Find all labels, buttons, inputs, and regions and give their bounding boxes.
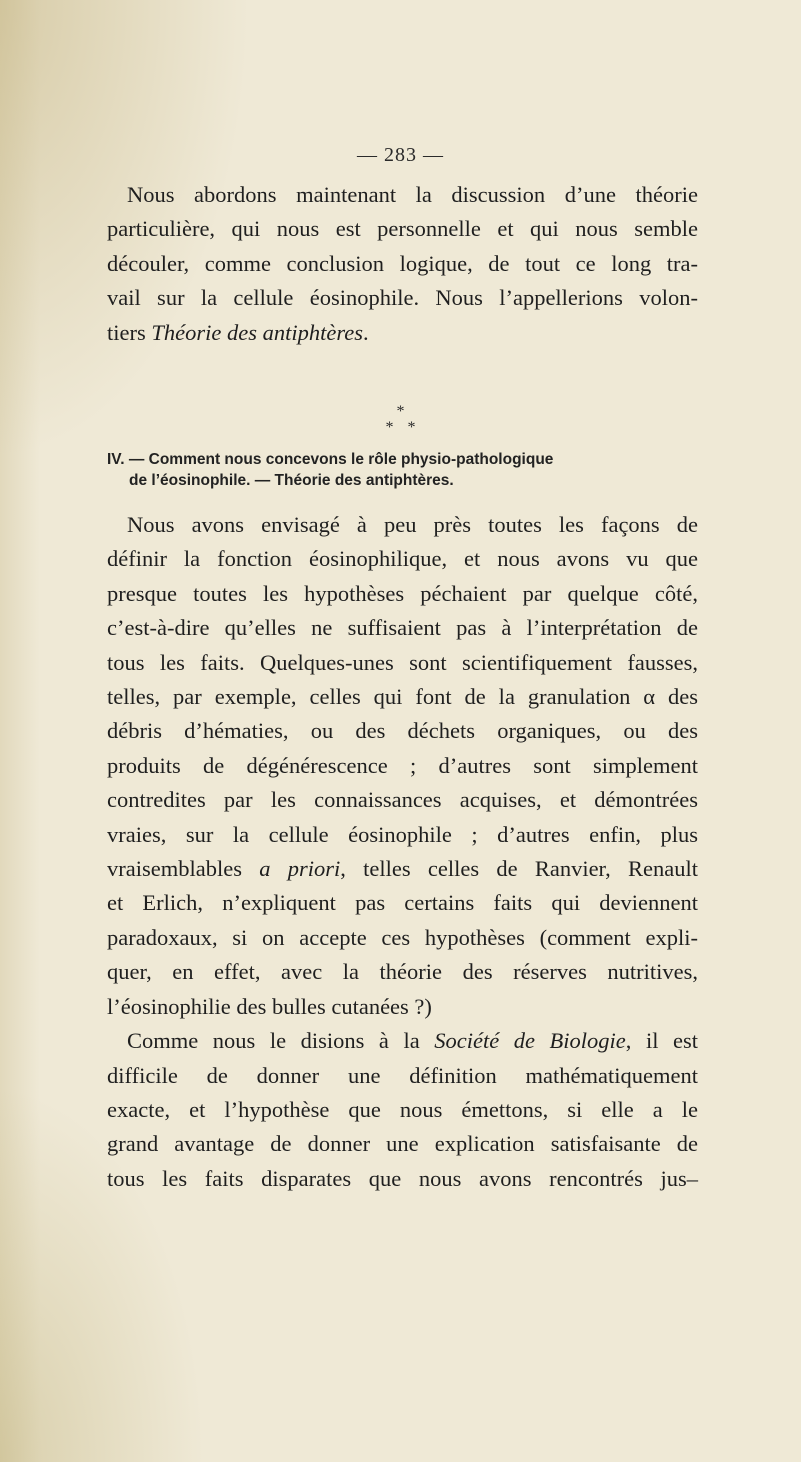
text-line: l’éosinophilie des bulles cutanées ?)	[107, 993, 432, 1019]
italic-term: Société de Biologie	[434, 1028, 626, 1054]
section-separator	[0, 404, 801, 436]
italic-term: a priori	[259, 856, 341, 882]
italic-term: Théorie des antiphtères	[151, 319, 364, 345]
text-line: débris d’hématies, ou des déchets organiques, ou des	[107, 718, 698, 744]
text-line: produits de dégénérescence ; d’autres sont simplement	[107, 752, 698, 778]
text-run: vraisemblables	[107, 856, 260, 882]
text-line: exacte, et l’hypothèse que nous émettons, si elle a le	[107, 1096, 698, 1122]
text-line	[107, 1024, 698, 1058]
text-line: difficile de donner une définition mathématiquement	[107, 1062, 698, 1088]
intro-paragraph	[107, 178, 698, 350]
section-heading	[107, 449, 707, 491]
text-line: définir la fonction éosinophilique, et nous avons vu que	[107, 546, 698, 572]
text-line: tous les faits disparates que nous avons rencontrés jus–	[107, 1165, 698, 1191]
text-line: contredites par les connaissances acquises, et démontrées	[107, 787, 698, 813]
text-run: , il est	[625, 1028, 699, 1054]
text-line: Nous avons envisagé à peu près toutes les façons de	[127, 512, 698, 537]
text-line: presque toutes les hypothèses péchaient par quelque côté,	[107, 580, 698, 606]
text-line: particulière, qui nous est personnelle et qui nous semble	[107, 216, 698, 242]
text-run: , telles celles de Ranvier, Renault	[340, 856, 699, 882]
heading-line: de l’éosinophile. — Théorie des antiphtères.	[129, 472, 454, 489]
page-number: — 283 —	[357, 144, 444, 166]
text-line: paradoxaux, si on accepte ces hypothèses (comment expli-	[107, 924, 698, 950]
text-line: vail sur la cellule éosinophile. Nous l’appellerions volon-	[107, 285, 698, 311]
text-line: vraies, sur la cellule éosinophile ; d’autres enfin, plus	[107, 821, 698, 847]
text-line: et Erlich, n’expliquent pas certains faits qui deviennent	[107, 890, 698, 916]
text-line: Nous abordons maintenant la discussion d’une théorie	[127, 182, 698, 207]
text-run: tiers	[107, 319, 152, 345]
separator-stars: **	[385, 419, 430, 436]
text-run: .	[363, 319, 369, 345]
text-line: quer, en effet, avec la théorie des réserves nutritives,	[107, 959, 698, 985]
text-line: grand avantage de donner une explication satisfaisante de	[107, 1131, 698, 1157]
text-line: telles, par exemple, celles qui font de la granulation α des	[107, 684, 698, 710]
text-line: tous les faits. Quelques-unes sont scientifiquement fausses,	[107, 649, 698, 675]
text-line	[107, 316, 698, 350]
heading-line: IV. — Comment nous concevons le rôle physio-pathologique	[107, 451, 554, 468]
text-line: découler, comme conclusion logique, de tout ce long tra-	[107, 250, 698, 276]
main-paragraph	[107, 508, 698, 1196]
text-line	[107, 852, 698, 886]
separator-star: *	[396, 403, 405, 420]
text-run: Comme nous le disions à la	[127, 1028, 435, 1054]
text-line: c’est-à-dire qu’elles ne suffisaient pas à l’interprétation de	[107, 615, 698, 641]
